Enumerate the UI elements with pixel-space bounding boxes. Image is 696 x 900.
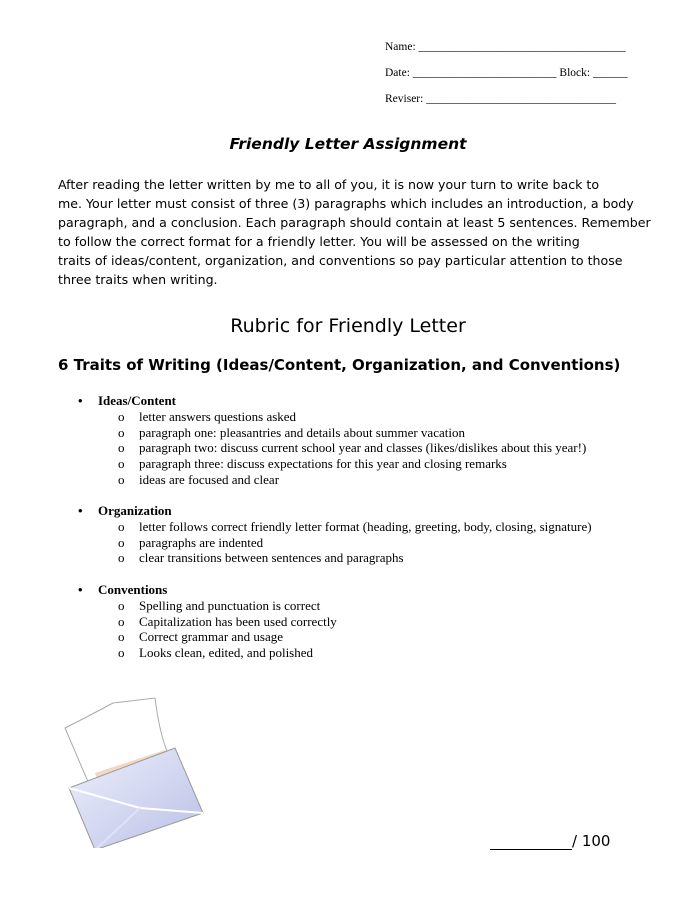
list-item: o paragraph one: pleasantries and details about summer vacation [78,425,586,441]
paragraph-line: three traits when writing. [58,272,218,287]
list-item: o clear transitions between sentences and paragraphs [78,550,592,566]
paragraph-line: to follow the correct format for a friendly letter. You will be assessed on the writing [58,234,580,249]
list-item: o letter answers questions asked [78,409,586,425]
section-ideas-content [78,393,586,488]
name-field: Name: ____________________________________ [385,41,626,53]
list-item: o paragraph three: discuss expectations for this year and closing remarks [78,456,586,472]
section-heading: • Conventions [78,582,337,598]
traits-heading: 6 Traits of Writing (Ideas/Content, Organization, and Conventions) [58,356,621,374]
section-organization [78,503,592,566]
paragraph-line: traits of ideas/content, organization, and conventions so pay particular attention to those [58,253,623,268]
paragraph-line: me. Your letter must consist of three (3) paragraphs which includes an introduction, a body [58,196,634,211]
score-field [490,832,610,850]
list-item: o Correct grammar and usage [78,629,337,645]
rubric-title: Rubric for Friendly Letter [230,315,466,337]
score-total: / 100 [572,832,611,850]
paragraph-line: After reading the letter written by me to all of you, it is now your turn to write back to [58,177,600,192]
paragraph-line: paragraph, and a conclusion. Each paragraph should contain at least 5 sentences. Remember [58,215,651,230]
list-item: o Spelling and punctuation is correct [78,598,337,614]
score-blank [490,834,572,850]
assignment-title: Friendly Letter Assignment [229,135,467,153]
envelope-letter-icon [55,688,215,848]
list-item: o paragraphs are indented [78,535,592,551]
list-item: o Looks clean, edited, and polished [78,645,337,661]
list-item: o ideas are focused and clear [78,472,586,488]
section-conventions [78,582,337,661]
section-heading: • Ideas/Content [78,393,586,409]
list-item: o letter follows correct friendly letter format (heading, greeting, body, closing, signature) [78,519,592,535]
reviser-field: Reviser: _________________________________ [385,93,616,105]
instructions-paragraph [58,175,651,289]
list-item: o Capitalization has been used correctly [78,614,337,630]
section-heading: • Organization [78,503,592,519]
date-block-field: Date: _________________________ Block: ______ [385,67,628,79]
list-item: o paragraph two: discuss current school year and classes (likes/dislikes about this year!) [78,440,586,456]
